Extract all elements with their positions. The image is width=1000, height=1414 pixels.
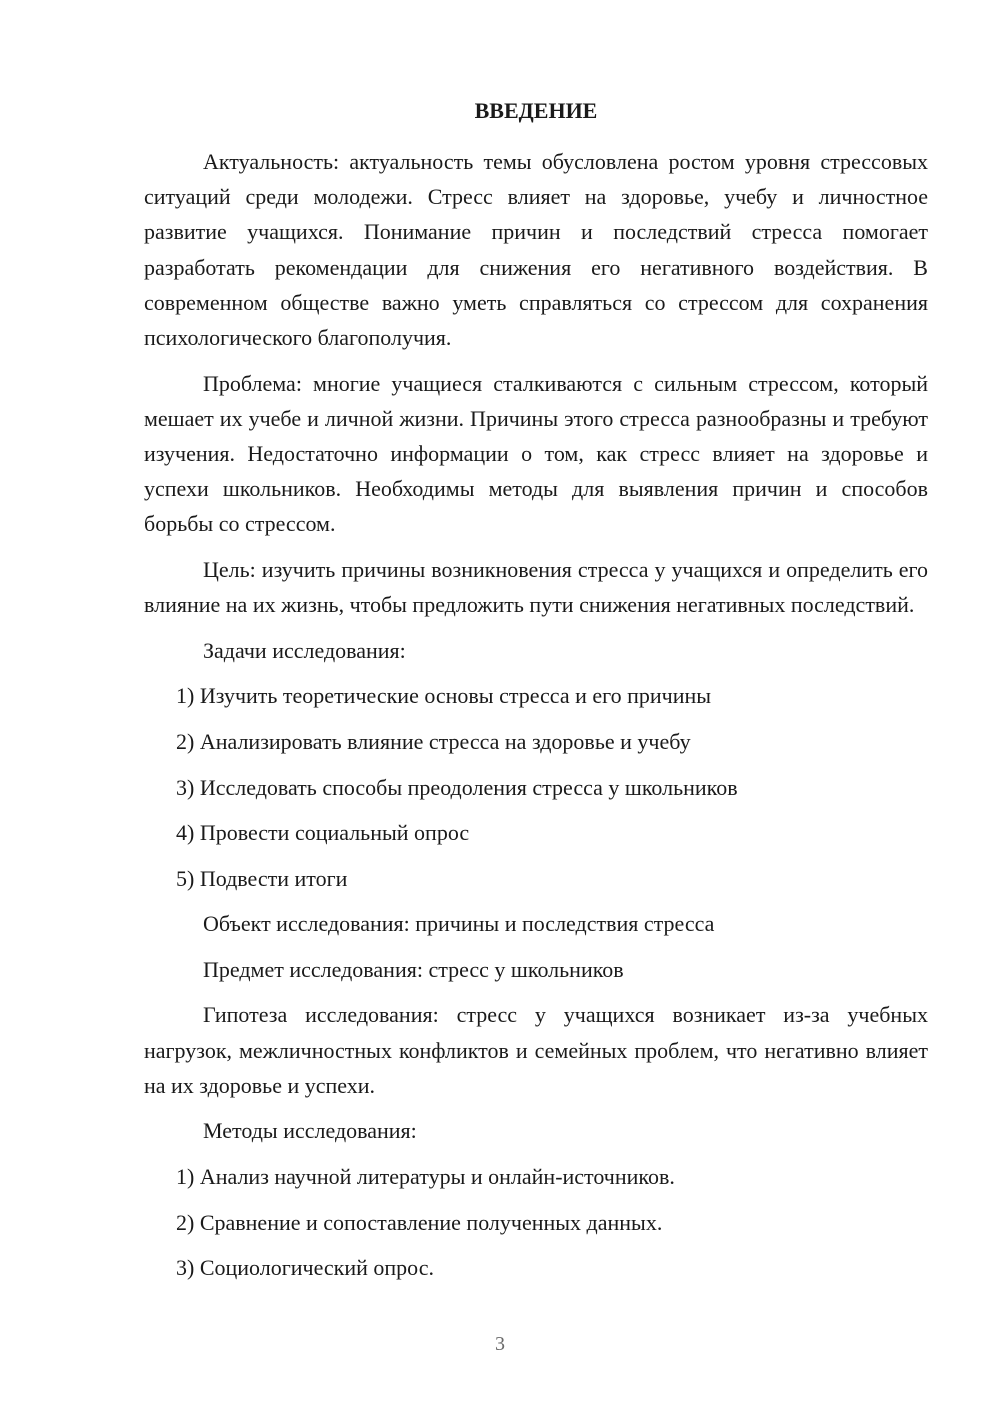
method-item: 2) Сравнение и сопоставление полученных данных. <box>176 1209 663 1235</box>
section-title: ВВЕДЕНИЕ <box>474 98 598 123</box>
task-item: 2) Анализировать влияние стресса на здоровье и учебу <box>176 728 691 754</box>
task-item: 4) Провести социальный опрос <box>176 820 470 846</box>
tasks-heading: Задачи исследования: <box>203 637 406 663</box>
hypothesis-paragraph: Гипотеза исследования: стресс у учащихся возникает из-за учебных нагрузок, межличностных конфликтов и семейных проблем, что негативно влияет на их здоровье и успехи. <box>144 1002 928 1098</box>
task-item: 5) Подвести итоги <box>176 865 348 891</box>
task-item: 1) Изучить теоретические основы стресса и его причины <box>176 683 712 709</box>
page-number: 3 <box>495 1333 505 1355</box>
research-object: Объект исследования: причины и последствия стресса <box>203 911 715 937</box>
document-page <box>144 96 928 1296</box>
method-item: 1) Анализ научной литературы и онлайн-источников. <box>176 1164 675 1190</box>
method-item: 3) Социологический опрос. <box>176 1255 434 1281</box>
research-subject: Предмет исследования: стресс у школьников <box>203 956 624 982</box>
goal-paragraph: Цель: изучить причины возникновения стресса у учащихся и определить его влияние на их жизнь, чтобы предложить пути снижения негативных последствий. <box>144 557 928 618</box>
problem-paragraph: Проблема: многие учащиеся сталкиваются с сильным стрессом, который мешает их учебе и личной жизни. Причины этого стресса разнообразны и требуют изучения. Недостаточно информации о том, как стресс влияет на здоровье и успехи школьников. Необходимы методы для выявления причин и способов борьбы со стрессом. <box>144 370 928 537</box>
task-item: 3) Исследовать способы преодоления стресса у школьников <box>176 774 738 800</box>
methods-heading: Методы исследования: <box>203 1118 417 1144</box>
relevance-paragraph: Актуальность: актуальность темы обусловлена ростом уровня стрессовых ситуаций среди молодежи. Стресс влияет на здоровье, учебу и личностное развитие учащихся. Понимание причин и последствий стресса помогает разработать рекомендации для снижения его негативного воздействия. В современном обществе важно уметь справляться со стрессом для сохранения психологического благополучия. <box>144 149 928 351</box>
